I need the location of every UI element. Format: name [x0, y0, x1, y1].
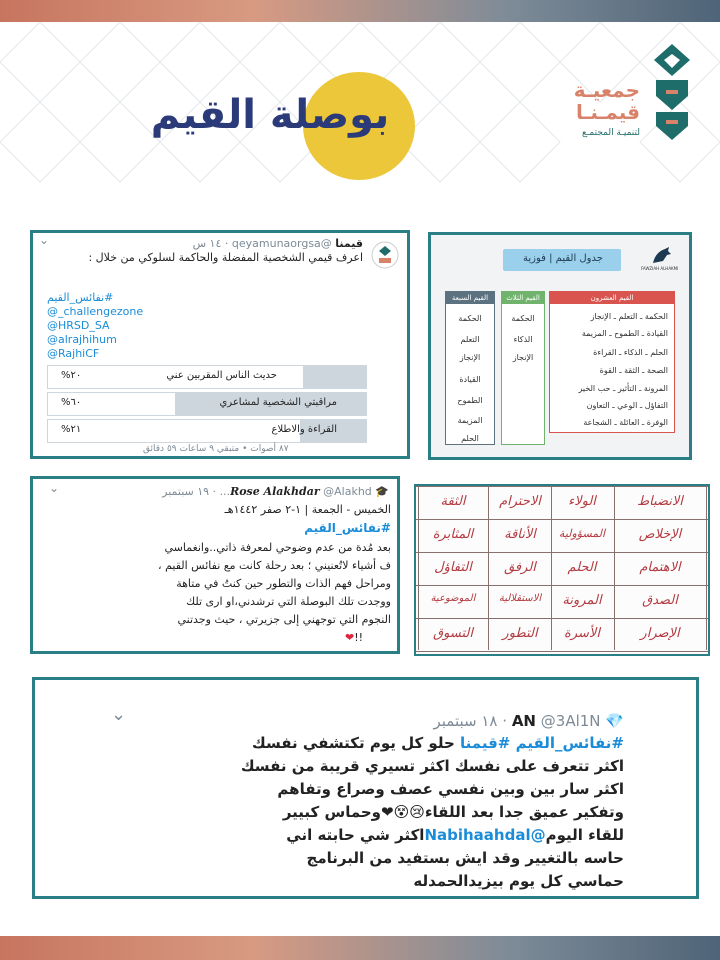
tweet-line: حاسه بالتغيير وقد ايش بستفيد من البرنامج	[306, 849, 624, 867]
account-handle[interactable]: @Alakhd...	[219, 485, 372, 498]
table-title: جدول القيم | فوزية	[523, 253, 603, 264]
value-cell: التطور	[502, 626, 538, 641]
value-cell: الأناقة	[504, 527, 536, 542]
tweet-line: ووجدت تلك البوصلة التي ترشدني،او ارى تلك	[186, 595, 391, 608]
poll-hashtag[interactable]: #نفائس_القيم	[47, 291, 114, 304]
value-cell: الإصرار	[640, 626, 680, 641]
value-cell: الحلم	[567, 560, 597, 575]
poll-option-label: حديث الناس المقربين عني	[166, 370, 277, 381]
tweet-line: اكثر سار بين وبين نفسي عصف وصراع وتفاهم	[277, 780, 624, 798]
value-cell: الأسرة	[564, 626, 600, 641]
heart-icon: ❤	[345, 631, 355, 644]
tweet-line: للقاء اليوم@Nabihaahdalاكثر شي حابته اني	[286, 826, 624, 844]
tweet-date-line: الخميس - الجمعة | ١-٢ صفر ١٤٤٢هـ	[224, 503, 391, 516]
horse-logo-icon	[649, 245, 673, 265]
chevron-down-icon[interactable]: ⌄	[39, 233, 50, 247]
account-name[interactable]: Rose Alakhdar	[230, 485, 320, 498]
poll-option-3[interactable]	[47, 419, 367, 443]
tweet-hashtag[interactable]: #نفائس_القيم	[304, 521, 391, 535]
top-gradient-bar	[0, 0, 720, 22]
table-column-three: القيم الثلاث الحكمة الذكاء الإنجاز	[501, 291, 545, 445]
tweet-line: #نفائس_القيم #قيمنا حلو كل يوم تكتشفي نفسك	[252, 734, 624, 752]
value-cell: الرفق	[504, 560, 536, 575]
value-cell: الاهتمام	[639, 560, 681, 575]
value-cell: التسوق	[433, 626, 473, 641]
tweet-line: حماسي كل يوم بيزيدالحمدله	[413, 872, 624, 890]
poll-option-percent: %٢٠	[61, 370, 82, 381]
value-cell: المرونة	[562, 593, 602, 608]
value-cell: الاستقلالية	[498, 593, 542, 604]
poll-question: اعرف قيمي الشخصية المفضلة والحاكمة لسلوكي من خلال :	[88, 251, 363, 264]
value-cell: الانضباط	[637, 494, 683, 509]
brand-text: FAWZIAH ALHAKMI	[641, 266, 679, 271]
tweet-time: · ١٨ سبتمبر	[433, 712, 508, 730]
value-cell: الثقة	[440, 494, 466, 509]
tweet-header	[162, 485, 389, 498]
table-column-seven: القيم السبعة الحكمة التعلم الإنجاز القيادة الطموح المزيمة الحلم	[445, 291, 495, 445]
table-column-twenty: القيم العشرون الحكمة ـ التعلم ـ الإنجاز القيادة ـ الطموح ـ المزيمة الحلم ـ الذكاء ـ القراءة الصحة ـ الثقة ـ القوة المرونة ـ التأثير ـ حب الخير التفاؤل ـ الوعي ـ التعاون الوفرة ـ العائلة ـ الشجاعة	[549, 291, 675, 433]
tweet-line: وتفكير عميق جدا بعد اللقاء😢😵❤وحماس كبيير	[282, 803, 624, 821]
organization-logo: جمعيـة قيمـنـا لتنميـة المجتمـع	[548, 78, 698, 170]
poll-footer: ٨٧ أصوات • متبقي ٩ ساعات ٥٩ دقائق	[143, 444, 289, 454]
value-cell: التفاؤل	[434, 560, 472, 575]
tweet-time: · ١٩ سبتمبر	[162, 485, 217, 498]
value-cell: الإخلاص	[638, 527, 682, 542]
bottom-gradient-bar	[0, 936, 720, 960]
value-cell: الموضوعية	[430, 593, 476, 604]
poll-tweet-card	[30, 230, 410, 459]
tweet-header	[434, 712, 625, 730]
tweet-line: ف أشياء لاتُعنيني ؛ بعد رحلة كانت مع نفائس القيم ،	[158, 559, 391, 572]
tweet-line: بعد مُدة من عدم وضوحي لمعرفة ذاتي..وانغماسي	[164, 541, 391, 554]
logo-emblem-icon	[646, 40, 698, 150]
rose-tweet-card	[30, 476, 400, 654]
poll-option-label: مراقبتي الشخصية لمشاعري	[219, 397, 337, 408]
tweet-line: النجوم التي توجهني إلى جزيرتي ، حيث وجدتني	[177, 613, 391, 626]
value-cell: المثابرة	[432, 527, 474, 542]
account-name[interactable]: قيمنا	[335, 237, 363, 250]
chevron-down-icon[interactable]: ⌄	[111, 704, 127, 725]
value-cell: الولاء	[568, 494, 596, 509]
value-cell: الاحترام	[499, 494, 541, 509]
graduation-cap-icon: 🎓	[375, 485, 389, 498]
page-title: بوصلة القيم	[150, 92, 390, 138]
tweet-line: اكثر تتعرف على نفسك اكثر تسيري قريبة من نفسك	[240, 757, 624, 775]
mention-1[interactable]: @_challengezone	[47, 305, 144, 318]
tweet-time: · ١٤ س	[192, 237, 229, 250]
account-handle[interactable]: @3Al1N	[540, 712, 601, 730]
tweet-header	[193, 237, 363, 250]
poll-option-percent: %٢١	[61, 424, 82, 435]
values-table-card	[428, 232, 692, 460]
value-cell: المسؤولية	[558, 527, 606, 540]
handwritten-values-card	[414, 484, 710, 656]
mention-4[interactable]: @RajhiCF	[47, 347, 100, 360]
poll-option-1[interactable]	[47, 365, 367, 389]
poll-option-2[interactable]	[47, 392, 367, 416]
tweet-line-end: ❤!!	[345, 631, 364, 644]
an-tweet-card	[32, 677, 699, 899]
account-handle[interactable]: @qeyamunaorgsa	[231, 237, 332, 250]
mention-2[interactable]: @HRSD_SA	[47, 319, 110, 332]
account-name[interactable]: AN	[511, 712, 536, 730]
hashtag-link[interactable]: #قيمنا	[460, 734, 511, 752]
hashtag-link[interactable]: #نفائس_القيم	[515, 734, 624, 752]
account-avatar	[371, 241, 399, 269]
mention-link[interactable]: @Nabihaahdal	[424, 826, 546, 844]
diamond-icon: 💎	[605, 712, 624, 730]
tweet-line: ومراحل فهم الذات والتطور حين كنتُ في متاهة	[176, 577, 391, 590]
mention-3[interactable]: @alrajhihum	[47, 333, 117, 346]
value-cell: الصدق	[642, 593, 678, 608]
chevron-down-icon[interactable]: ⌄	[49, 481, 60, 495]
poll-option-percent: %٦٠	[61, 397, 82, 408]
poll-bar-fill	[303, 365, 367, 389]
poll-option-label: القراءة والاطلاع	[271, 424, 337, 435]
